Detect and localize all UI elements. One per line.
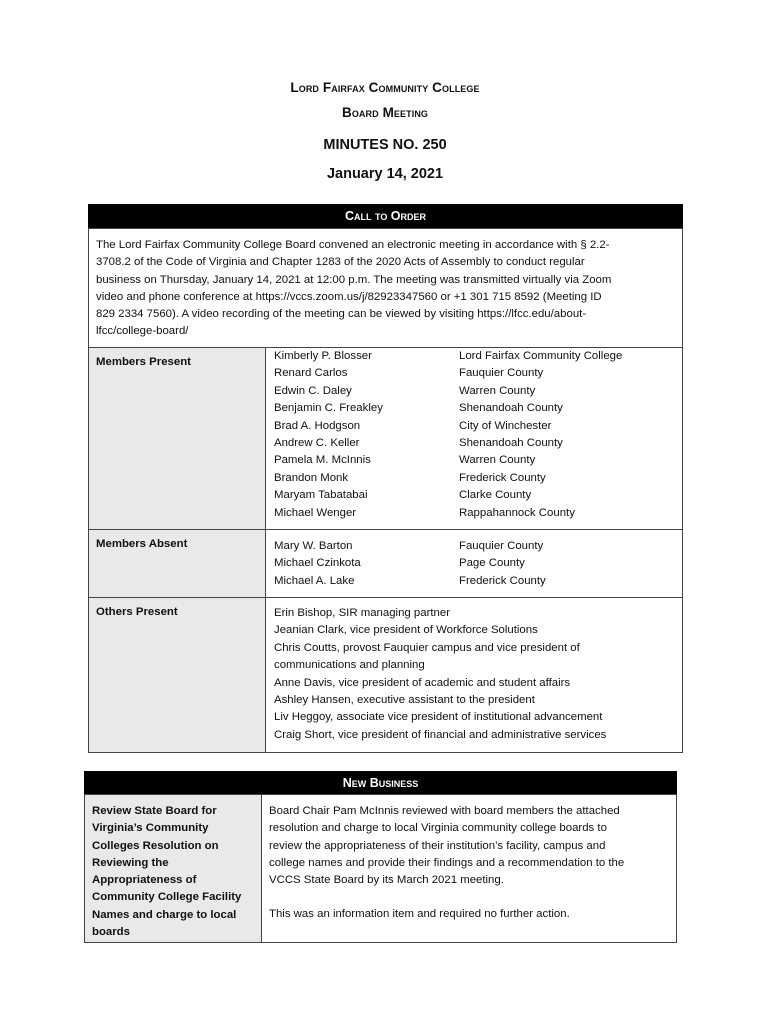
- intro-line: 3708.2 of the Code of Virginia and Chapter 1283 of the 2020 Acts of Assembly to conduct regular: [96, 256, 585, 269]
- call-to-order-bar: [88, 204, 683, 228]
- item-label-line: Community College Facility: [92, 891, 242, 904]
- item-note: This was an information item and required no further action.: [269, 908, 570, 921]
- members-present-names: [274, 348, 383, 522]
- members-present-row: [88, 348, 683, 530]
- item-label-line: Colleges Resolution on: [92, 839, 219, 852]
- member-place: Rappahannock County: [459, 506, 575, 519]
- member-place: Lord Fairfax Community College: [459, 350, 623, 362]
- other-attendee: communications and planning: [274, 659, 425, 672]
- other-attendee: Chris Coutts, provost Fauquier campus and vice president of: [274, 641, 580, 654]
- member-place: Frederick County: [459, 471, 546, 484]
- intro-line: video and phone conference at https://vccs.zoom.us/j/82923347560 or +1 301 715 8592 (Meeting ID: [96, 290, 602, 303]
- other-attendee: Erin Bishop, SIR managing partner: [274, 607, 451, 619]
- member-name: Benjamin C. Freakley: [274, 402, 383, 415]
- absent-place: Fauquier County: [459, 540, 544, 552]
- item-label-line: Appropriateness of: [92, 874, 197, 887]
- member-name: Andrew C. Keller: [274, 437, 360, 450]
- others-present-label: Others Present: [89, 598, 266, 752]
- intro-line: lfcc/college-board/: [96, 325, 189, 338]
- call-to-order-text: [88, 228, 683, 348]
- member-place: Warren County: [459, 384, 536, 397]
- member-name: Brandon Monk: [274, 471, 349, 484]
- absent-name: Mary W. Barton: [274, 540, 353, 552]
- item-body-line: Board Chair Pam McInnis reviewed with board members the attached: [269, 805, 620, 817]
- item-label-line: Names and charge to local: [92, 908, 237, 921]
- new-business-title: New Business: [342, 776, 419, 790]
- new-business-item-label: [84, 794, 262, 943]
- other-attendee: Liv Heggoy, associate vice president of institutional advancement: [274, 711, 603, 724]
- other-attendee: Craig Short, vice president of financial and administrative services: [274, 728, 607, 741]
- member-place: Fauquier County: [459, 367, 544, 380]
- absent-name: Michael Czinkota: [274, 557, 361, 570]
- item-label-line: Review State Board for: [92, 805, 217, 817]
- others-present-row: [88, 598, 683, 753]
- college-name-heading: Lord Fairfax Community College: [290, 80, 480, 95]
- members-present-label: Members Present: [89, 348, 266, 529]
- member-place: Shenandoah County: [459, 402, 563, 415]
- item-label-line: Virginia’s Community: [92, 822, 209, 835]
- others-present-list: [274, 605, 674, 744]
- member-name: Edwin C. Daley: [274, 384, 352, 397]
- members-absent-label: Members Absent: [89, 530, 266, 597]
- new-business-bar: [84, 771, 677, 795]
- absent-name: Michael A. Lake: [274, 574, 355, 587]
- absent-place: Page County: [459, 557, 525, 570]
- item-label-line: boards: [92, 926, 130, 939]
- call-to-order-title: Call to Order: [344, 209, 427, 223]
- item-body-line: college names and provide their findings and a recommendation to the: [269, 856, 625, 869]
- other-attendee: Ashley Hansen, executive assistant to the president: [274, 694, 535, 707]
- absent-place: Frederick County: [459, 574, 546, 587]
- other-attendee: Anne Davis, vice president of academic and student affairs: [274, 676, 571, 689]
- member-place: Warren County: [459, 454, 536, 467]
- member-place: Shenandoah County: [459, 437, 563, 450]
- item-body-line: VCCS State Board by its March 2021 meeting.: [269, 874, 504, 887]
- member-name: Brad A. Hodgson: [274, 419, 361, 432]
- member-name: Michael Wenger: [274, 506, 357, 519]
- member-name: Kimberly P. Blosser: [274, 350, 372, 362]
- members-present-places: [459, 348, 622, 522]
- member-name: Maryam Tabatabai: [274, 489, 368, 502]
- intro-line: business on Thursday, January 14, 2021 at 12:00 p.m. The meeting was transmitted virtually via Zoom: [96, 273, 612, 286]
- minutes-number: MINUTES NO. 250: [323, 137, 447, 153]
- member-name: Renard Carlos: [274, 367, 348, 380]
- item-body-paragraph: [269, 803, 669, 889]
- item-label-line: Reviewing the: [92, 856, 169, 869]
- intro-line: 829 2334 7560). A video recording of the meeting can be viewed by visiting https://lfcc.edu/about-: [96, 308, 587, 321]
- new-business-item-body: [261, 794, 677, 943]
- members-absent-places: [459, 538, 546, 590]
- board-meeting-heading: Board Meeting: [341, 105, 429, 120]
- item-body-line: review the appropriateness of their institution’s facility, campus and: [269, 839, 606, 852]
- other-attendee: Jeanian Clark, vice president of Workforce Solutions: [274, 624, 538, 637]
- member-name: Pamela M. McInnis: [274, 454, 371, 467]
- member-place: Clarke County: [459, 489, 532, 502]
- intro-line: The Lord Fairfax Community College Board convened an electronic meeting in accordance with § 2.2-: [96, 239, 610, 251]
- members-absent-row: [88, 530, 683, 598]
- member-place: City of Winchester: [459, 419, 552, 432]
- members-absent-names: [274, 538, 361, 590]
- item-body-line: resolution and charge to local Virginia community college boards to: [269, 822, 607, 835]
- meeting-date: January 14, 2021: [326, 166, 444, 182]
